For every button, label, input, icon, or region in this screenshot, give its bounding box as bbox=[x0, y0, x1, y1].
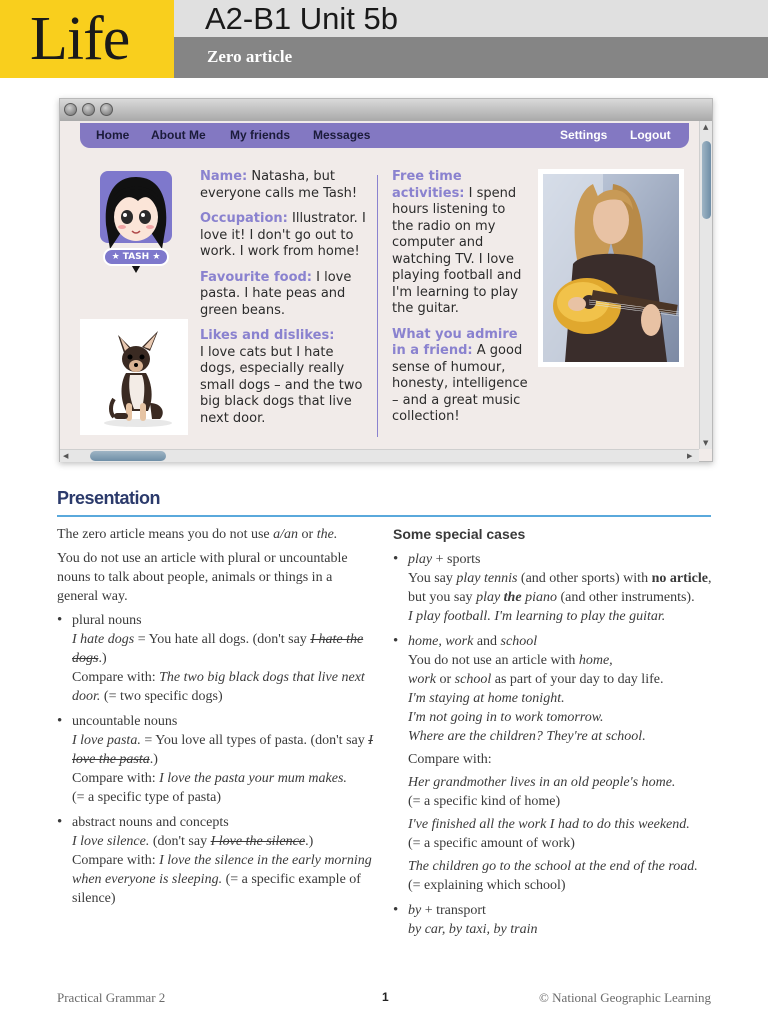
compare-label: Compare with: bbox=[72, 853, 160, 868]
occupation-value: Illustrator. I love it! I don't go out to work. I work from home! bbox=[200, 211, 366, 259]
likes-value: I love cats but I hate dogs, especially really small dogs – and the two big black dogs that live next door. bbox=[200, 344, 363, 426]
rule-uncountable-nouns bbox=[57, 712, 375, 807]
occupation-label: Occupation: bbox=[200, 211, 288, 226]
admire-label: What you admire in a friend: bbox=[392, 326, 518, 358]
profile-browser-window bbox=[59, 98, 713, 462]
compare-note: (= a specific amount of work) bbox=[408, 836, 575, 851]
rule-abstract-nouns bbox=[57, 813, 375, 908]
compare-note: (= explaining which school) bbox=[408, 878, 566, 893]
profile-column-left bbox=[200, 169, 372, 436]
avatar bbox=[96, 169, 176, 281]
case-line bbox=[408, 651, 713, 670]
presentation-right-column bbox=[393, 525, 713, 945]
rule-compare bbox=[72, 668, 375, 706]
text: You do not use an article with bbox=[408, 653, 579, 668]
case-title-keyword: play bbox=[408, 552, 433, 567]
logo-text: Life bbox=[30, 5, 130, 73]
case-title bbox=[408, 632, 713, 651]
profile-free-time bbox=[392, 169, 528, 318]
woman-playing-guitar-image bbox=[543, 174, 679, 362]
text: as part of your day to day life. bbox=[491, 672, 664, 687]
name-value: Natasha, but everyone calls me Tash! bbox=[200, 169, 358, 201]
text-italic: home, bbox=[578, 653, 613, 668]
example-wrong: I hate the dogs bbox=[72, 632, 364, 666]
rule-example bbox=[72, 832, 375, 851]
compare-label: Compare with: bbox=[72, 771, 160, 786]
example-meaning: = You love all types of pasta. (don't say bbox=[140, 733, 369, 748]
example-correct: I hate dogs bbox=[72, 632, 135, 647]
compare-label: Compare with: bbox=[408, 752, 492, 767]
nav-logout[interactable]: Logout bbox=[630, 128, 671, 142]
horizontal-scrollbar[interactable] bbox=[60, 449, 699, 462]
case-title bbox=[408, 550, 713, 569]
profile-name bbox=[200, 169, 372, 202]
presentation-heading: Presentation bbox=[57, 488, 161, 508]
example-end: .) bbox=[98, 651, 107, 666]
scroll-left-icon[interactable]: ◀ bbox=[63, 452, 69, 460]
text-italic: play bbox=[476, 590, 504, 605]
case-example: Where are the children? They're at school. bbox=[408, 729, 646, 744]
case-line bbox=[408, 670, 713, 689]
case-title-keyword: school bbox=[500, 634, 538, 649]
case-home-work-school bbox=[393, 632, 713, 895]
compare-example: The children go to the school at the end of the road. bbox=[408, 859, 698, 874]
special-cases-heading: Some special cases bbox=[393, 526, 526, 542]
case-example: I'm staying at home tonight. bbox=[408, 691, 565, 706]
nav-messages[interactable]: Messages bbox=[313, 128, 371, 142]
footer-page-number: 1 bbox=[382, 990, 389, 1004]
profile-admire bbox=[392, 327, 528, 426]
text-italic: school bbox=[454, 672, 492, 687]
text: , bbox=[707, 571, 712, 586]
profile-occupation bbox=[200, 211, 372, 261]
chihuahua-image bbox=[80, 319, 188, 435]
window-titlebar bbox=[60, 99, 712, 121]
compare-example: Her grandmother lives in an old people's home. bbox=[408, 775, 676, 790]
compare-note: (= a specific example of silence) bbox=[72, 872, 361, 906]
case-line bbox=[408, 588, 713, 607]
profile-likes bbox=[200, 328, 372, 427]
text: You say bbox=[408, 571, 457, 586]
column-divider bbox=[377, 175, 378, 437]
rule-compare bbox=[72, 769, 375, 788]
case-example: I play football. I'm learning to play the guitar. bbox=[408, 609, 666, 624]
dog-photo bbox=[80, 319, 188, 435]
admire-value: A good sense of humour, honesty, intelligence – and a great music collection! bbox=[392, 343, 528, 424]
intro1-the: the. bbox=[316, 527, 338, 542]
horizontal-scroll-thumb[interactable] bbox=[90, 451, 166, 461]
food-label: Favourite food: bbox=[200, 269, 312, 285]
case-title bbox=[408, 901, 713, 920]
vertical-scroll-thumb[interactable] bbox=[702, 141, 711, 219]
intro1-text: The zero article means you do not use bbox=[57, 527, 274, 542]
case-example: I'm not going in to work tomorrow. bbox=[408, 710, 604, 725]
rule-title: • abstract nouns and concepts bbox=[72, 815, 229, 830]
vertical-scrollbar[interactable] bbox=[699, 121, 712, 449]
compare-example: I love the pasta your mum makes. bbox=[159, 771, 347, 786]
intro1-or: or bbox=[298, 527, 317, 542]
compare-note: (= a specific type of pasta) bbox=[72, 790, 221, 805]
example-end: .) bbox=[149, 752, 158, 767]
nav-my-friends[interactable]: My friends bbox=[230, 128, 291, 142]
intro-paragraph-1 bbox=[57, 525, 375, 544]
case-example: by car, by taxi, by train bbox=[408, 922, 538, 937]
example-meaning: = You hate all dogs. (don't say bbox=[134, 632, 311, 647]
text-bold: no article bbox=[651, 571, 708, 586]
profile-food bbox=[200, 270, 372, 320]
site-navbar bbox=[80, 123, 689, 148]
text: (and other instruments). bbox=[556, 590, 695, 605]
window-close-icon[interactable] bbox=[64, 103, 77, 116]
rule-title: • plural nouns bbox=[72, 613, 142, 628]
avatar-badge: ★ TASH ★ bbox=[111, 252, 161, 262]
text-italic: piano bbox=[521, 590, 557, 605]
presentation-rule bbox=[57, 515, 711, 517]
page-subtitle: Zero article bbox=[207, 47, 293, 66]
example-end: .) bbox=[305, 834, 314, 849]
case-title-rest: and bbox=[473, 634, 501, 649]
nav-about-me[interactable]: About Me bbox=[151, 128, 206, 142]
case-by-transport bbox=[393, 901, 713, 939]
scroll-up-icon[interactable]: ▲ bbox=[703, 123, 709, 131]
text-italic: play tennis bbox=[456, 571, 518, 586]
nav-settings[interactable]: Settings bbox=[560, 128, 608, 142]
guitar-photo bbox=[538, 169, 684, 367]
window-maximize-icon[interactable] bbox=[100, 103, 113, 116]
compare-example: I love the silence in the early morning when everyone is sleeping. bbox=[72, 853, 372, 887]
compare-note: (= a specific kind of home) bbox=[408, 794, 561, 809]
example-correct: I love silence. bbox=[72, 834, 150, 849]
nav-home[interactable]: Home bbox=[96, 128, 130, 142]
compare-example: I've finished all the work I had to do this weekend. bbox=[408, 817, 690, 832]
text: but you say bbox=[408, 590, 477, 605]
rule-plural-nouns bbox=[57, 611, 375, 706]
case-line bbox=[408, 569, 713, 588]
intro1-article: a/an bbox=[273, 527, 299, 542]
footer-book-title: Practical Grammar 2 bbox=[57, 990, 166, 1005]
case-title-rest: + sports bbox=[432, 552, 481, 567]
footer-copyright: © National Geographic Learning bbox=[539, 990, 711, 1005]
life-logo bbox=[0, 0, 174, 78]
case-title-keyword: home, work bbox=[408, 634, 474, 649]
header-subtitle-bar bbox=[174, 37, 768, 78]
page-title: A2-B1 Unit 5b bbox=[205, 1, 398, 36]
avatar-illustration bbox=[96, 169, 176, 281]
example-wrong: I love the silence bbox=[210, 834, 306, 849]
example-wrong: I love the pasta bbox=[72, 733, 373, 767]
name-label: Name: bbox=[200, 169, 248, 184]
header-title-bar bbox=[174, 0, 768, 37]
text-italic: work bbox=[408, 672, 436, 687]
scroll-right-icon[interactable]: ▶ bbox=[687, 452, 693, 460]
case-title-keyword: by bbox=[408, 903, 422, 918]
example-correct: I love pasta. bbox=[72, 733, 141, 748]
compare-example: The two big black dogs that live next door. bbox=[72, 670, 365, 704]
example-meaning: (don't say bbox=[149, 834, 211, 849]
rule-example bbox=[72, 731, 375, 769]
text: (and other sports) with bbox=[517, 571, 652, 586]
text-bold-italic: the bbox=[503, 590, 522, 605]
intro-paragraph-2: You do not use an article with plural or uncountable nouns to talk about people, animals or things in a general way. bbox=[57, 551, 348, 604]
case-title-rest: + transport bbox=[421, 903, 486, 918]
free-time-label: Free time activities: bbox=[392, 169, 465, 201]
text: or bbox=[436, 672, 455, 687]
profile-column-right bbox=[392, 169, 528, 435]
scroll-down-icon[interactable]: ▼ bbox=[703, 439, 709, 447]
rule-example bbox=[72, 630, 375, 668]
case-play-sports bbox=[393, 550, 713, 626]
presentation-left-column bbox=[57, 525, 375, 914]
rule-title: • uncountable nouns bbox=[72, 714, 178, 729]
rule-compare bbox=[72, 851, 375, 908]
window-minimize-icon[interactable] bbox=[82, 103, 95, 116]
likes-label: Likes and dislikes: bbox=[200, 328, 335, 343]
compare-label: Compare with: bbox=[72, 670, 160, 685]
free-time-value: I spend hours listening to the radio on my computer and watching TV. I love playing football and I'm learning to play the guitar. bbox=[392, 185, 522, 316]
compare-note: (= two specific dogs) bbox=[100, 689, 223, 704]
food-value: I love pasta. I hate peas and green beans. bbox=[200, 269, 352, 318]
